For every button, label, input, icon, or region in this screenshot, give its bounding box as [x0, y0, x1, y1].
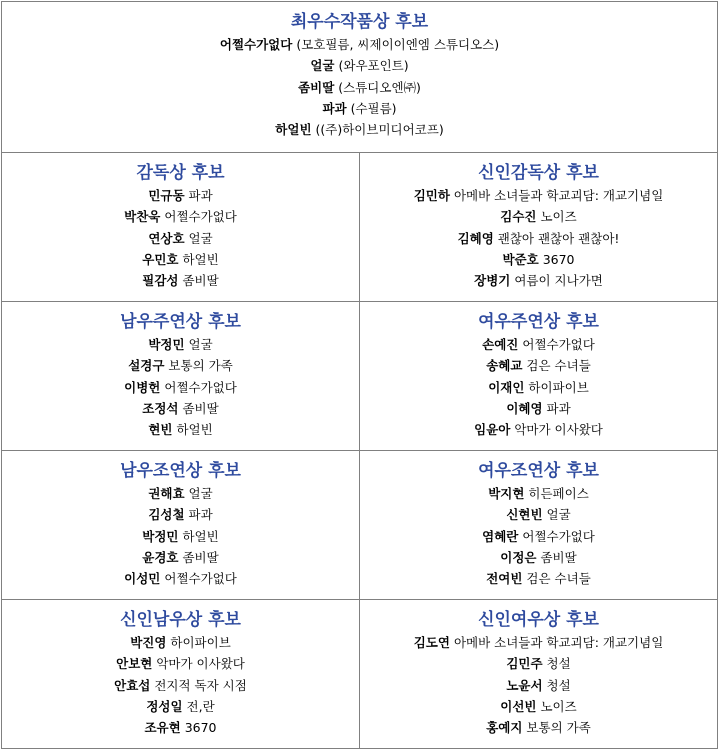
nominee-name: 김민주 — [506, 656, 543, 672]
nominee-entry — [364, 675, 713, 696]
table-row — [2, 302, 718, 451]
nominee-work: 어쩔수가없다 — [164, 379, 237, 395]
nominee-name: 권해효 — [148, 486, 185, 501]
nominee-entry — [364, 483, 713, 504]
nominee-name: 김도연 — [413, 635, 450, 650]
nominee-entry — [364, 632, 713, 653]
nominee-entry — [364, 568, 713, 589]
section-best-director — [2, 153, 360, 302]
nominee-name: 하얼빈 — [275, 122, 312, 138]
nominee-entry — [364, 653, 713, 674]
nominee-name: 장병기 — [474, 273, 511, 289]
nominee-name: 조유현 — [144, 720, 181, 736]
section-best-picture — [2, 2, 718, 153]
nominee-entry — [6, 483, 355, 504]
nominee-work: 3670 — [184, 720, 217, 736]
nominee-name: 홍예지 — [486, 720, 523, 736]
nominee-name: 송혜교 — [486, 358, 523, 374]
nominee-name: 박지현 — [488, 486, 525, 501]
nominee-entry — [364, 377, 713, 398]
nominee-entry — [364, 547, 713, 568]
section-best-supporting-actor — [2, 451, 360, 600]
category-title: 남우주연상 후보 — [120, 312, 241, 332]
nominee-work: 보통의 가족 — [526, 720, 591, 736]
nominee-work: 얼굴 — [546, 507, 571, 523]
nominees-table — [1, 1, 718, 749]
nominee-entry — [6, 249, 355, 270]
nominee-entry — [6, 98, 713, 119]
nominee-entry — [6, 398, 355, 419]
nominee-name: 김민하 — [413, 188, 450, 203]
nominee-entry — [6, 547, 355, 568]
nominee-work: (와우포인트) — [338, 58, 409, 74]
nominee-name: 조정석 — [142, 400, 179, 416]
nominee-work: 하얼빈 — [182, 528, 219, 544]
nominee-work: 어쩔수가없다 — [164, 209, 237, 225]
nominee-name: 이선빈 — [500, 698, 537, 714]
nominee-entry — [6, 334, 355, 355]
nominee-name: 파과 — [322, 100, 347, 116]
nominee-name: 윤경호 — [142, 549, 179, 565]
nominee-work: 전지적 독자 시점 — [154, 677, 247, 693]
category-title: 남우조연상 후보 — [120, 461, 241, 481]
nominee-work: 좀비딸 — [540, 549, 577, 565]
nominee-work: 청설 — [546, 656, 571, 672]
nominee-entry — [6, 419, 355, 440]
table-row — [2, 451, 718, 600]
nominee-work: 파과 — [546, 400, 571, 416]
category-title: 최우수작품상 후보 — [290, 12, 429, 32]
nominee-entry — [6, 270, 355, 291]
nominee-entry — [364, 249, 713, 270]
nominee-name: 김성철 — [148, 507, 185, 523]
nominee-work: 악마가 이사왔다 — [156, 656, 245, 672]
nominee-work: 전,란 — [186, 698, 215, 714]
nominee-work: 검은 수녀들 — [526, 571, 591, 587]
nominee-work: (모호필름, 씨제이이엔엠 스튜디오스) — [296, 37, 500, 52]
nominee-work: 검은 수녀들 — [526, 358, 591, 374]
nominee-name: 정성일 — [146, 698, 183, 714]
nominee-name: 안효섭 — [114, 677, 151, 693]
nominee-work: 어쩔수가없다 — [522, 337, 595, 352]
nominee-work: 얼굴 — [188, 337, 213, 352]
section-best-supporting-actress — [360, 451, 718, 600]
category-title: 여우조연상 후보 — [478, 461, 599, 481]
nominee-work: 하이파이브 — [528, 379, 589, 395]
nominee-work: (수필름) — [350, 100, 397, 116]
nominee-work: 아메바 소녀들과 학교괴담: 개교기념일 — [453, 635, 664, 650]
nominee-name: 손예진 — [482, 337, 519, 352]
nominee-name: 이혜영 — [506, 400, 543, 416]
nominee-work: 얼굴 — [188, 230, 213, 246]
nominee-entry — [6, 377, 355, 398]
nominee-work: 보통의 가족 — [168, 358, 233, 374]
nominee-entry — [6, 55, 713, 76]
nominee-name: 어쩔수가없다 — [219, 37, 293, 52]
nominee-work: 하얼빈 — [182, 251, 219, 267]
nominee-entry — [364, 696, 713, 717]
nominee-work: 노이즈 — [540, 209, 577, 225]
nominee-work: 파과 — [188, 507, 213, 523]
nominee-name: 박준호 — [502, 251, 539, 267]
nominee-name: 임윤아 — [474, 422, 511, 438]
nominee-entry — [6, 675, 355, 696]
nominee-name: 현빈 — [148, 422, 173, 438]
nominee-name: 박찬욱 — [124, 209, 161, 225]
nominee-entry — [6, 185, 355, 206]
nominee-entry — [364, 419, 713, 440]
nominee-work: 어쩔수가없다 — [522, 528, 595, 544]
nominee-entry — [6, 206, 355, 227]
table-row — [2, 153, 718, 302]
nominee-entry — [364, 504, 713, 525]
nominee-work: 청설 — [546, 677, 571, 693]
nominee-name: 박정민 — [148, 337, 185, 352]
nominee-entry — [6, 653, 355, 674]
nominee-entry — [6, 526, 355, 547]
nominee-entry — [364, 206, 713, 227]
nominee-entry — [6, 717, 355, 738]
nominee-name: 박진영 — [130, 635, 167, 650]
nominee-name: 박정민 — [142, 528, 179, 544]
nominee-entry — [6, 77, 713, 98]
nominee-name: 설경구 — [128, 358, 165, 374]
nominee-entry — [6, 696, 355, 717]
nominee-entry — [364, 228, 713, 249]
nominee-entry — [6, 119, 713, 140]
section-best-actress — [360, 302, 718, 451]
nominee-work: 좀비딸 — [182, 549, 219, 565]
nominee-name: 김수진 — [500, 209, 537, 225]
nominee-work: 악마가 이사왔다 — [514, 422, 603, 438]
nominee-work: 괜찮아 괜찮아 괜찮아! — [497, 230, 620, 246]
nominee-work: ((주)하이브미디어코프) — [315, 122, 444, 138]
nominee-name: 민규동 — [148, 188, 185, 203]
nominee-work: 하얼빈 — [176, 422, 213, 438]
nominee-work: 좀비딸 — [182, 273, 219, 289]
nominee-name: 좀비딸 — [298, 79, 335, 95]
table-row — [2, 2, 718, 153]
nominee-entry — [364, 185, 713, 206]
nominee-entry — [6, 34, 713, 55]
nominee-name: 이정은 — [500, 549, 537, 565]
nominee-work: 3670 — [542, 251, 575, 267]
nominee-work: 노이즈 — [540, 698, 577, 714]
nominee-name: 이재인 — [488, 379, 525, 395]
nominee-entry — [364, 270, 713, 291]
nominee-work: 좀비딸 — [182, 400, 219, 416]
section-best-actor — [2, 302, 360, 451]
nominee-entry — [6, 355, 355, 376]
nominee-entry — [6, 504, 355, 525]
nominee-work: 여름이 지나가면 — [514, 273, 603, 289]
category-title: 신인여우상 후보 — [478, 610, 599, 630]
nominee-work: 히든페이스 — [528, 486, 589, 501]
nominee-entry — [6, 632, 355, 653]
nominee-name: 우민호 — [142, 251, 179, 267]
nominee-name: 신현빈 — [506, 507, 543, 523]
nominee-work: 하이파이브 — [170, 635, 231, 650]
nominee-name: 연상호 — [148, 230, 185, 246]
category-title: 신인남우상 후보 — [120, 610, 241, 630]
nominee-name: 염혜란 — [482, 528, 519, 544]
nominee-name: 김혜영 — [457, 230, 494, 246]
category-title: 감독상 후보 — [136, 163, 225, 183]
category-title: 여우주연상 후보 — [478, 312, 599, 332]
section-best-new-director — [360, 153, 718, 302]
nominee-name: 얼굴 — [310, 58, 335, 74]
nominee-entry — [364, 334, 713, 355]
nominee-entry — [364, 717, 713, 738]
nominee-work: 어쩔수가없다 — [164, 571, 237, 587]
nominee-name: 이병헌 — [124, 379, 161, 395]
nominee-work: 얼굴 — [188, 486, 213, 501]
section-best-new-actress — [360, 600, 718, 749]
nominee-entry — [6, 568, 355, 589]
nominee-entry — [364, 355, 713, 376]
section-best-new-actor — [2, 600, 360, 749]
category-title: 신인감독상 후보 — [478, 163, 599, 183]
nominee-name: 이성민 — [124, 571, 161, 587]
nominee-work: 파과 — [188, 188, 213, 203]
nominee-entry — [364, 398, 713, 419]
nominee-entry — [6, 228, 355, 249]
nominee-name: 안보현 — [116, 656, 153, 672]
nominee-work: 아메바 소녀들과 학교괴담: 개교기념일 — [453, 188, 664, 203]
nominee-work: (스튜디오엔㈜) — [338, 79, 421, 95]
table-row — [2, 600, 718, 749]
nominee-name: 노윤서 — [506, 677, 543, 693]
nominee-name: 전여빈 — [486, 571, 523, 587]
nominee-name: 필감성 — [142, 273, 179, 289]
nominee-entry — [364, 526, 713, 547]
